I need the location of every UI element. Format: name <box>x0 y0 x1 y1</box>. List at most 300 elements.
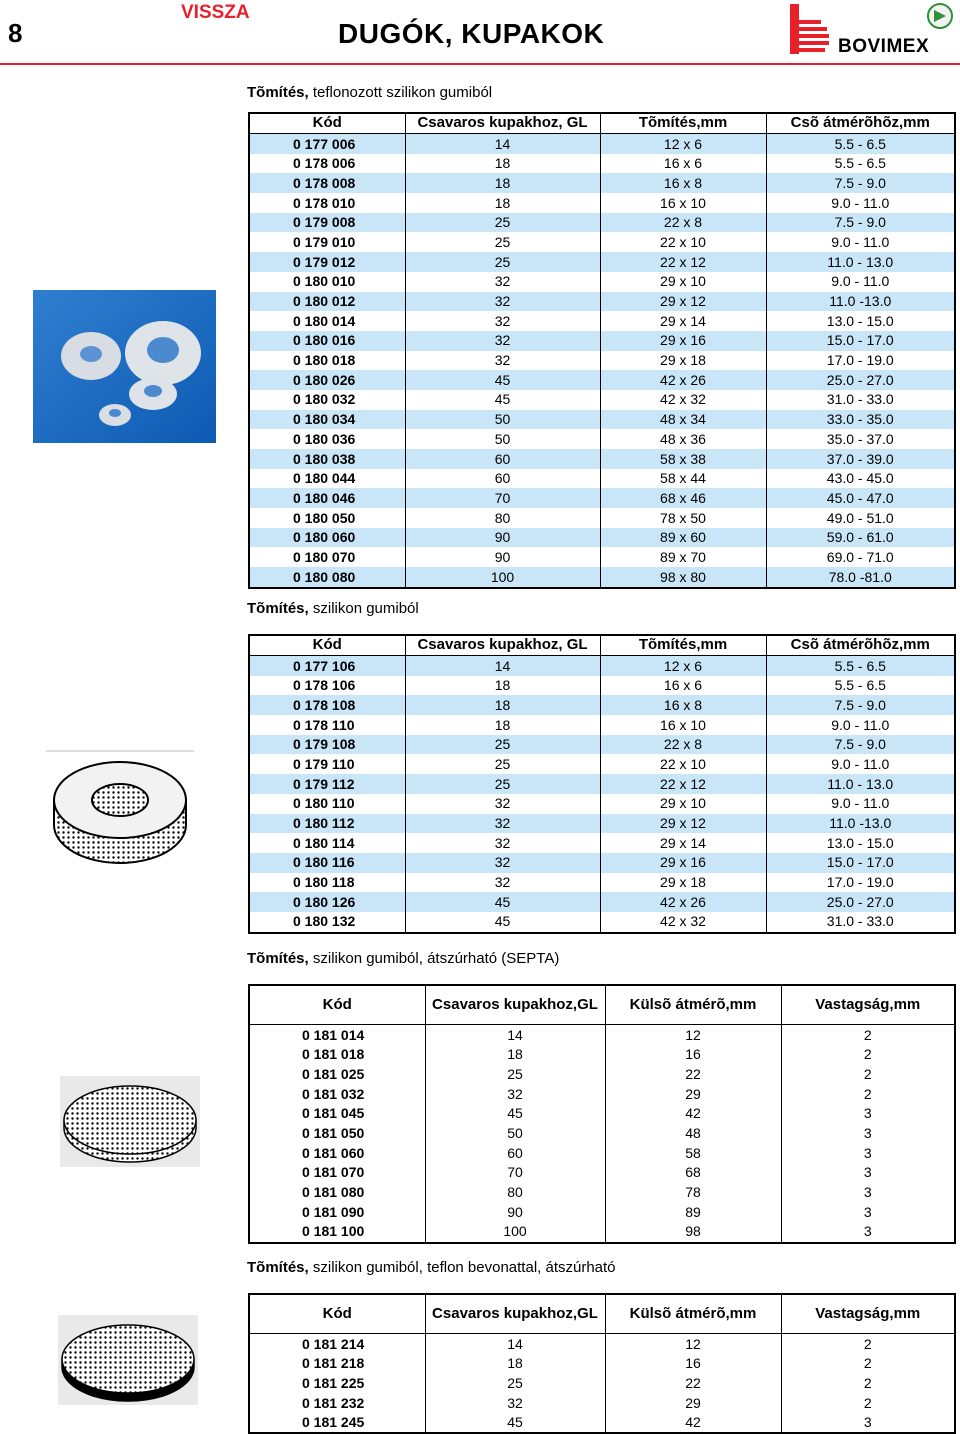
size-cell: 29 x 18 <box>600 351 766 371</box>
section-title: Tõmítés, szilikon gumiból, teflon bevonattal, átszúrható <box>247 1259 616 1276</box>
code-cell: 0 180 038 <box>249 449 405 469</box>
size-cell: 16 x 8 <box>600 695 766 715</box>
code-cell: 0 180 012 <box>249 292 405 312</box>
range-cell: 15.0 - 17.0 <box>766 853 955 873</box>
code-cell: 0 180 060 <box>249 528 405 548</box>
table-row <box>249 1084 955 1104</box>
range-cell: 5.5 - 6.5 <box>766 134 955 154</box>
range-cell: 7.5 - 9.0 <box>766 735 955 755</box>
code-cell: 0 181 060 <box>249 1143 425 1163</box>
code-cell: 0 178 108 <box>249 695 405 715</box>
size-cell: 48 x 36 <box>600 429 766 449</box>
size-cell: 78 <box>605 1183 781 1203</box>
size-cell: 29 x 12 <box>600 292 766 312</box>
gl-cell: 25 <box>425 1373 605 1393</box>
table-row <box>249 1045 955 1065</box>
table-row <box>249 1413 955 1434</box>
table-row <box>249 213 955 233</box>
gasket-table-teflon <box>248 112 956 589</box>
gl-cell: 50 <box>425 1123 605 1143</box>
table-row <box>249 912 955 933</box>
size-cell: 16 <box>605 1045 781 1065</box>
size-cell: 22 <box>605 1064 781 1084</box>
size-cell: 22 x 10 <box>600 754 766 774</box>
size-cell: 22 x 8 <box>600 735 766 755</box>
size-cell: 16 x 6 <box>600 676 766 696</box>
gl-cell: 60 <box>425 1143 605 1163</box>
code-cell: 0 181 045 <box>249 1104 425 1124</box>
range-cell: 3 <box>781 1413 955 1434</box>
range-cell: 9.0 - 11.0 <box>766 794 955 814</box>
size-cell: 22 x 10 <box>600 232 766 252</box>
size-cell: 58 x 44 <box>600 469 766 489</box>
range-cell: 3 <box>781 1104 955 1124</box>
range-cell: 13.0 - 15.0 <box>766 833 955 853</box>
code-cell: 0 180 026 <box>249 370 405 390</box>
gl-cell: 14 <box>425 1334 605 1354</box>
gl-cell: 25 <box>425 1064 605 1084</box>
col-header-code: Kód <box>249 985 425 1025</box>
col-header-gl: Csavaros kupakhoz,GL <box>425 985 605 1025</box>
col-header-gl: Csavaros kupakhoz,GL <box>425 1294 605 1334</box>
gl-cell: 18 <box>405 695 600 715</box>
col-header-gasket: Tõmítés,mm <box>600 113 766 134</box>
bovimex-logo <box>788 2 958 60</box>
code-cell: 0 180 016 <box>249 331 405 351</box>
table-row <box>249 656 955 676</box>
range-cell: 7.5 - 9.0 <box>766 213 955 233</box>
size-cell: 29 x 12 <box>600 814 766 834</box>
logo-text: BOVIMEX <box>838 36 930 57</box>
size-cell: 12 <box>605 1025 781 1045</box>
gl-cell: 60 <box>405 449 600 469</box>
section-title: Tõmítés, szilikon gumiból, átszúrható (SEPTA) <box>247 950 560 967</box>
table-row <box>249 1334 955 1354</box>
range-cell: 3 <box>781 1202 955 1222</box>
code-cell: 0 180 032 <box>249 390 405 410</box>
size-cell: 58 <box>605 1143 781 1163</box>
code-cell: 0 181 232 <box>249 1393 425 1413</box>
header-divider <box>0 63 960 65</box>
gl-cell: 25 <box>405 774 600 794</box>
code-cell: 0 180 050 <box>249 508 405 528</box>
size-cell: 22 x 12 <box>600 774 766 794</box>
table-row <box>249 567 955 588</box>
size-cell: 29 <box>605 1084 781 1104</box>
size-cell: 16 <box>605 1354 781 1374</box>
table-row <box>249 1123 955 1143</box>
gl-cell: 18 <box>405 193 600 213</box>
size-cell: 42 x 32 <box>600 912 766 933</box>
range-cell: 2 <box>781 1334 955 1354</box>
table-row <box>249 193 955 213</box>
gl-cell: 80 <box>425 1183 605 1203</box>
size-cell: 98 x 80 <box>600 567 766 588</box>
size-cell: 22 <box>605 1373 781 1393</box>
gl-cell: 25 <box>405 252 600 272</box>
range-cell: 35.0 - 37.0 <box>766 429 955 449</box>
table-row <box>249 774 955 794</box>
range-cell: 5.5 - 6.5 <box>766 676 955 696</box>
code-cell: 0 181 025 <box>249 1064 425 1084</box>
table-header-row <box>249 113 955 134</box>
back-link[interactable]: VISSZA <box>181 2 250 23</box>
code-cell: 0 180 014 <box>249 311 405 331</box>
table-row <box>249 695 955 715</box>
table-row <box>249 390 955 410</box>
size-cell: 29 x 16 <box>600 331 766 351</box>
size-cell: 12 <box>605 1334 781 1354</box>
range-cell: 11.0 -13.0 <box>766 814 955 834</box>
gl-cell: 25 <box>405 754 600 774</box>
range-cell: 9.0 - 11.0 <box>766 715 955 735</box>
table-row <box>249 1163 955 1183</box>
gl-cell: 32 <box>405 331 600 351</box>
code-cell: 0 181 014 <box>249 1025 425 1045</box>
table-row <box>249 232 955 252</box>
table-row <box>249 1393 955 1413</box>
size-cell: 42 <box>605 1413 781 1434</box>
table-row <box>249 754 955 774</box>
table-row <box>249 449 955 469</box>
col-header-thickness: Vastagság,mm <box>781 1294 955 1334</box>
table-header-row <box>249 635 955 656</box>
gl-cell: 18 <box>405 154 600 174</box>
code-cell: 0 180 070 <box>249 547 405 567</box>
gl-cell: 60 <box>405 469 600 489</box>
gl-cell: 32 <box>405 873 600 893</box>
range-cell: 59.0 - 61.0 <box>766 528 955 548</box>
table-row <box>249 1222 955 1243</box>
gl-cell: 45 <box>405 370 600 390</box>
table-row <box>249 488 955 508</box>
code-cell: 0 178 010 <box>249 193 405 213</box>
size-cell: 42 x 32 <box>600 390 766 410</box>
range-cell: 45.0 - 47.0 <box>766 488 955 508</box>
code-cell: 0 179 110 <box>249 754 405 774</box>
table-row <box>249 351 955 371</box>
range-cell: 9.0 - 11.0 <box>766 193 955 213</box>
range-cell: 2 <box>781 1045 955 1065</box>
code-cell: 0 181 050 <box>249 1123 425 1143</box>
code-cell: 0 181 018 <box>249 1045 425 1065</box>
table-row <box>249 410 955 430</box>
code-cell: 0 178 006 <box>249 154 405 174</box>
size-cell: 58 x 38 <box>600 449 766 469</box>
range-cell: 37.0 - 39.0 <box>766 449 955 469</box>
size-cell: 48 x 34 <box>600 410 766 430</box>
gl-cell: 50 <box>405 429 600 449</box>
table-row <box>249 833 955 853</box>
range-cell: 7.5 - 9.0 <box>766 173 955 193</box>
gl-cell: 45 <box>405 912 600 933</box>
size-cell: 16 x 10 <box>600 193 766 213</box>
size-cell: 12 x 6 <box>600 656 766 676</box>
gl-cell: 32 <box>405 814 600 834</box>
table-row <box>249 1104 955 1124</box>
code-cell: 0 180 034 <box>249 410 405 430</box>
gl-cell: 25 <box>405 232 600 252</box>
range-cell: 11.0 -13.0 <box>766 292 955 312</box>
gl-cell: 100 <box>405 567 600 588</box>
table-row <box>249 547 955 567</box>
size-cell: 12 x 6 <box>600 134 766 154</box>
col-header-gl: Csavaros kupakhoz, GL <box>405 635 600 656</box>
code-cell: 0 180 132 <box>249 912 405 933</box>
table-header-row <box>249 985 955 1025</box>
gl-cell: 90 <box>405 547 600 567</box>
gl-cell: 18 <box>405 715 600 735</box>
section-title: Tõmítés, szilikon gumiból <box>247 600 419 617</box>
gl-cell: 18 <box>425 1354 605 1374</box>
range-cell: 3 <box>781 1222 955 1243</box>
gl-cell: 18 <box>405 173 600 193</box>
table-row <box>249 1373 955 1393</box>
silicone-gasket-drawing <box>46 750 194 865</box>
table-row <box>249 1025 955 1045</box>
size-cell: 68 x 46 <box>600 488 766 508</box>
range-cell: 5.5 - 6.5 <box>766 656 955 676</box>
range-cell: 43.0 - 45.0 <box>766 469 955 489</box>
range-cell: 7.5 - 9.0 <box>766 695 955 715</box>
col-header-code: Kód <box>249 1294 425 1334</box>
code-cell: 0 180 010 <box>249 272 405 292</box>
gl-cell: 32 <box>405 351 600 371</box>
septa-drawing <box>60 1076 200 1167</box>
size-cell: 42 <box>605 1104 781 1124</box>
code-cell: 0 181 225 <box>249 1373 425 1393</box>
range-cell: 3 <box>781 1143 955 1163</box>
table-row <box>249 892 955 912</box>
range-cell: 2 <box>781 1373 955 1393</box>
page-title: DUGÓK, KUPAKOK <box>338 18 605 49</box>
table-row <box>249 1202 955 1222</box>
size-cell: 78 x 50 <box>600 508 766 528</box>
code-cell: 0 180 044 <box>249 469 405 489</box>
gl-cell: 80 <box>405 508 600 528</box>
range-cell: 11.0 - 13.0 <box>766 774 955 794</box>
size-cell: 89 x 60 <box>600 528 766 548</box>
col-header-tube: Csõ átmérõhõz,mm <box>766 635 955 656</box>
range-cell: 33.0 - 35.0 <box>766 410 955 430</box>
code-cell: 0 180 126 <box>249 892 405 912</box>
table-row <box>249 528 955 548</box>
code-cell: 0 180 036 <box>249 429 405 449</box>
table-row <box>249 794 955 814</box>
table-row <box>249 173 955 193</box>
range-cell: 2 <box>781 1025 955 1045</box>
size-cell: 29 x 14 <box>600 311 766 331</box>
range-cell: 9.0 - 11.0 <box>766 232 955 252</box>
table-row <box>249 429 955 449</box>
size-cell: 16 x 10 <box>600 715 766 735</box>
size-cell: 68 <box>605 1163 781 1183</box>
code-cell: 0 180 080 <box>249 567 405 588</box>
range-cell: 78.0 -81.0 <box>766 567 955 588</box>
code-cell: 0 180 110 <box>249 794 405 814</box>
septa-table <box>248 984 956 1244</box>
gl-cell: 25 <box>405 735 600 755</box>
range-cell: 3 <box>781 1163 955 1183</box>
table-row <box>249 370 955 390</box>
size-cell: 42 x 26 <box>600 370 766 390</box>
range-cell: 69.0 - 71.0 <box>766 547 955 567</box>
table-row <box>249 814 955 834</box>
range-cell: 25.0 - 27.0 <box>766 370 955 390</box>
gl-cell: 45 <box>405 390 600 410</box>
section-title: Tõmítés, teflonozott szilikon gumiból <box>247 84 493 101</box>
col-header-thickness: Vastagság,mm <box>781 985 955 1025</box>
code-cell: 0 181 100 <box>249 1222 425 1243</box>
code-cell: 0 178 008 <box>249 173 405 193</box>
gl-cell: 14 <box>405 134 600 154</box>
gl-cell: 45 <box>405 892 600 912</box>
table-row <box>249 508 955 528</box>
table-row <box>249 873 955 893</box>
code-cell: 0 181 214 <box>249 1334 425 1354</box>
table-row <box>249 469 955 489</box>
range-cell: 2 <box>781 1354 955 1374</box>
code-cell: 0 177 006 <box>249 134 405 154</box>
size-cell: 16 x 6 <box>600 154 766 174</box>
col-header-code: Kód <box>249 635 405 656</box>
gl-cell: 90 <box>425 1202 605 1222</box>
code-cell: 0 177 106 <box>249 656 405 676</box>
size-cell: 29 <box>605 1393 781 1413</box>
gl-cell: 100 <box>425 1222 605 1243</box>
code-cell: 0 178 106 <box>249 676 405 696</box>
range-cell: 2 <box>781 1084 955 1104</box>
gl-cell: 32 <box>405 794 600 814</box>
size-cell: 98 <box>605 1222 781 1243</box>
range-cell: 11.0 - 13.0 <box>766 252 955 272</box>
code-cell: 0 181 218 <box>249 1354 425 1374</box>
gl-cell: 70 <box>425 1163 605 1183</box>
gl-cell: 32 <box>405 311 600 331</box>
code-cell: 0 179 108 <box>249 735 405 755</box>
code-cell: 0 179 112 <box>249 774 405 794</box>
range-cell: 31.0 - 33.0 <box>766 912 955 933</box>
range-cell: 2 <box>781 1064 955 1084</box>
range-cell: 49.0 - 51.0 <box>766 508 955 528</box>
teflon-septa-drawing <box>58 1315 198 1405</box>
table-row <box>249 134 955 154</box>
table-row <box>249 735 955 755</box>
code-cell: 0 181 070 <box>249 1163 425 1183</box>
septa-teflon-table <box>248 1293 956 1434</box>
code-cell: 0 180 018 <box>249 351 405 371</box>
table-row <box>249 1143 955 1163</box>
size-cell: 29 x 16 <box>600 853 766 873</box>
col-header-outer-diameter: Külsõ átmérõ,mm <box>605 1294 781 1334</box>
table-row <box>249 331 955 351</box>
table-row <box>249 292 955 312</box>
code-cell: 0 180 046 <box>249 488 405 508</box>
range-cell: 3 <box>781 1123 955 1143</box>
range-cell: 9.0 - 11.0 <box>766 272 955 292</box>
code-cell: 0 181 090 <box>249 1202 425 1222</box>
table-header-row <box>249 1294 955 1334</box>
table-row <box>249 311 955 331</box>
table-row <box>249 1064 955 1084</box>
range-cell: 17.0 - 19.0 <box>766 873 955 893</box>
code-cell: 0 180 118 <box>249 873 405 893</box>
code-cell: 0 179 008 <box>249 213 405 233</box>
table-row <box>249 853 955 873</box>
table-row <box>249 715 955 735</box>
range-cell: 15.0 - 17.0 <box>766 331 955 351</box>
size-cell: 89 <box>605 1202 781 1222</box>
gl-cell: 45 <box>425 1104 605 1124</box>
gl-cell: 25 <box>405 213 600 233</box>
table-row <box>249 252 955 272</box>
gasket-table-silicone <box>248 634 956 934</box>
gl-cell: 18 <box>405 676 600 696</box>
range-cell: 5.5 - 6.5 <box>766 154 955 174</box>
col-header-tube: Csõ átmérõhõz,mm <box>766 113 955 134</box>
code-cell: 0 181 245 <box>249 1413 425 1434</box>
gl-cell: 90 <box>405 528 600 548</box>
range-cell: 2 <box>781 1393 955 1413</box>
table-row <box>249 272 955 292</box>
size-cell: 29 x 18 <box>600 873 766 893</box>
gl-cell: 32 <box>405 853 600 873</box>
teflon-gasket-photo <box>33 290 216 443</box>
gl-cell: 32 <box>405 272 600 292</box>
size-cell: 16 x 8 <box>600 173 766 193</box>
code-cell: 0 179 010 <box>249 232 405 252</box>
gl-cell: 18 <box>425 1045 605 1065</box>
col-header-code: Kód <box>249 113 405 134</box>
gl-cell: 32 <box>405 292 600 312</box>
gl-cell: 45 <box>425 1413 605 1434</box>
gl-cell: 14 <box>405 656 600 676</box>
size-cell: 89 x 70 <box>600 547 766 567</box>
gl-cell: 70 <box>405 488 600 508</box>
code-cell: 0 180 112 <box>249 814 405 834</box>
table-row <box>249 1183 955 1203</box>
code-cell: 0 180 116 <box>249 853 405 873</box>
code-cell: 0 181 080 <box>249 1183 425 1203</box>
size-cell: 29 x 10 <box>600 794 766 814</box>
range-cell: 9.0 - 11.0 <box>766 754 955 774</box>
code-cell: 0 181 032 <box>249 1084 425 1104</box>
gl-cell: 32 <box>425 1084 605 1104</box>
size-cell: 22 x 12 <box>600 252 766 272</box>
size-cell: 29 x 10 <box>600 272 766 292</box>
col-header-gasket: Tõmítés,mm <box>600 635 766 656</box>
size-cell: 48 <box>605 1123 781 1143</box>
code-cell: 0 180 114 <box>249 833 405 853</box>
code-cell: 0 179 012 <box>249 252 405 272</box>
size-cell: 29 x 14 <box>600 833 766 853</box>
col-header-outer-diameter: Külsõ átmérõ,mm <box>605 985 781 1025</box>
table-row <box>249 1354 955 1374</box>
code-cell: 0 178 110 <box>249 715 405 735</box>
range-cell: 3 <box>781 1183 955 1203</box>
range-cell: 25.0 - 27.0 <box>766 892 955 912</box>
range-cell: 13.0 - 15.0 <box>766 311 955 331</box>
col-header-gl: Csavaros kupakhoz, GL <box>405 113 600 134</box>
table-row <box>249 676 955 696</box>
gl-cell: 32 <box>425 1393 605 1413</box>
gl-cell: 14 <box>425 1025 605 1045</box>
gl-cell: 50 <box>405 410 600 430</box>
range-cell: 17.0 - 19.0 <box>766 351 955 371</box>
table-row <box>249 154 955 174</box>
range-cell: 31.0 - 33.0 <box>766 390 955 410</box>
page-number: 8 <box>8 18 23 48</box>
